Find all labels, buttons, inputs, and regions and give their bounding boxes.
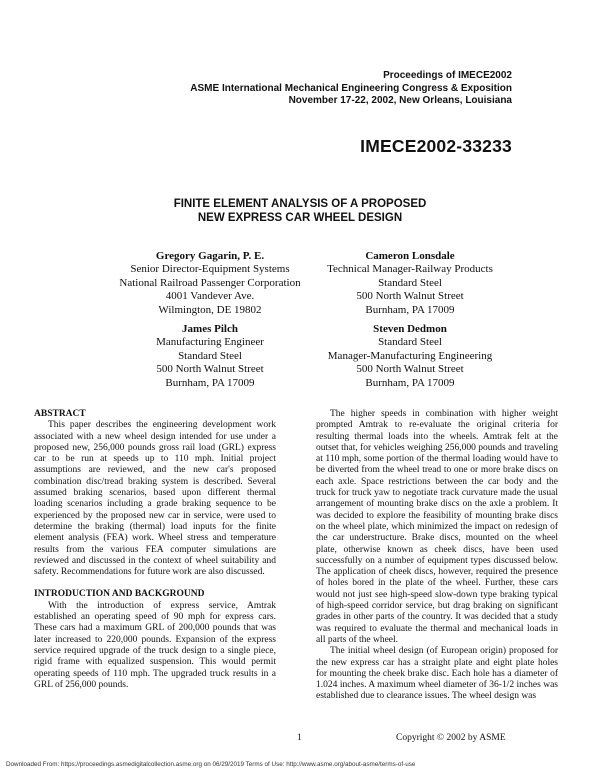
author-affiliation-line: 500 North Walnut Street (356, 363, 464, 376)
body-paragraph: The initial wheel design (of European origin) proposed for the new express car has a straight plate and eight plate holes for mounting the cheek brake disc. Each hole has a diameter of 1.024 inches. A maximum wheel diameter of 36-1/2 inches was established due to clearance issues. The wheel design was (316, 646, 558, 702)
author-affiliation-line: Technical Manager-Railway Products (327, 263, 493, 276)
author-affiliation-line: Manager-Manufacturing Engineering (327, 349, 493, 362)
author-affiliation-line: Wilmington, DE 19802 (158, 303, 262, 316)
download-footer: Downloaded From: https://proceedings.asmedigitalcollection.asme.org on 06/29/2019 Terms of Use: http://www.asme.org/about-asme/terms-of-use (6, 761, 416, 768)
author-name: Cameron Lonsdale (365, 250, 455, 262)
proceedings-line-3: November 17-22, 2002, New Orleans, Louisiana (288, 95, 512, 106)
author-affiliation-line: Standard Steel (178, 349, 242, 362)
paper-number: IMECE2002-33233 (360, 136, 512, 156)
author-name: Steven Dedmon (373, 323, 447, 335)
author-name: Gregory Gagarin, P. E. (155, 250, 265, 262)
author-affiliation-line: 500 North Walnut Street (156, 363, 264, 376)
proceedings-line-2: ASME International Mechanical Engineering Congress & Exposition (190, 82, 512, 94)
introduction-text: With the introduction of express service, Amtrak established an operating speed of 90 mph for express cars. These cars had a maximum GRL of 200,000 pounds that was later increased to 220,000 pounds. Expansion of the express service required upgrade of the truck design to a single piece, rigid frame with equalized suspension. This would permit operating speeds of 110 mph. The upgraded truck results in a GRL of 256,000 pounds. (34, 600, 276, 690)
author-block (290, 250, 530, 317)
paper-title (0, 197, 600, 225)
author-affiliation-line: Burnham, PA 17009 (365, 303, 455, 316)
right-column (316, 409, 558, 703)
copyright-notice: Copyright © 2002 by ASME (396, 733, 506, 743)
proceedings-header (190, 70, 512, 108)
author-affiliation-line: 4001 Vandever Ave. (165, 290, 255, 303)
author-affiliation-line: Manufacturing Engineer (156, 336, 264, 349)
page-number: 1 (297, 733, 302, 743)
author-affiliation-line: 500 North Walnut Street (356, 290, 464, 303)
author-affiliation-line: Standard Steel (378, 336, 442, 349)
body-paragraph: The higher speeds in combination with higher weight prompted Amtrak to re-evaluate the original criteria for resulting thermal loads into the wheels. Amtrak felt at the outset that, for vehicles weighing 256,000 pounds and traveling at 110 mph, some portion of the thermal loading would have to be diverted from the wheel tread to one or more brake discs on each axle. Space restrictions between the car body and the truck for truck yaw to negotiate track curvature made the usual arrangement of mounting brake discs on the axle a problem. It was decided to explore the feasibility of mounting brake discs on the wheel plate, which minimized the impact on redesign of the car understructure. Brake discs, mounted on the wheel plate, otherwise known as cheek discs, have been used successfully on a number of equipment types discussed below. The application of cheek discs, however, required the presence of holes bored in the plate of the wheel. Further, these cars would not just see high-speed slow-down type braking typical of high-speed corridor service, but drag braking on significant grades in other parts of the country. It was decided that a study was required to evaluate the thermal and mechanical loads in all parts of the wheel. (316, 409, 558, 645)
proceedings-line-1: Proceedings of IMECE2002 (383, 70, 512, 81)
author-affiliation-line: Burnham, PA 17009 (165, 376, 255, 389)
title-line-2: NEW EXPRESS CAR WHEEL DESIGN (197, 212, 403, 224)
author-block (290, 323, 530, 390)
abstract-heading: ABSTRACT (34, 409, 86, 419)
author-affiliation-line: Standard Steel (378, 276, 442, 289)
author-name: James Pilch (182, 323, 238, 335)
author-affiliation-line: Senior Director-Equipment Systems (130, 263, 290, 276)
introduction-heading: INTRODUCTION AND BACKGROUND (34, 589, 205, 600)
abstract-text: This paper describes the engineering development work associated with a new wheel design intended for use under a proposed new, 256,000 pounds gross rail load (GRL) express car to be run at speeds up to 110 mph. Initial project assumptions are reviewed, and the new car's proposed combination disc/tread braking system is described. Several assumed braking scenarios, based upon different thermal loading scenarios including a grade braking sequence to be experienced by the proposed new car in service, were used to determine the braking (thermal) load inputs for the finite element analysis (FEA) work. Wheel stress and temperature results from the various FEA computer simulations are reviewed and discussed in the context of wheel suitability and safety. Recommendations for future work are also discussed. (34, 420, 276, 578)
author-affiliation-line: National Railroad Passenger Corporation (119, 276, 301, 289)
author-affiliation-line: Burnham, PA 17009 (365, 376, 455, 389)
left-column (34, 409, 276, 691)
title-line-1: FINITE ELEMENT ANALYSIS OF A PROPOSED (173, 198, 427, 210)
